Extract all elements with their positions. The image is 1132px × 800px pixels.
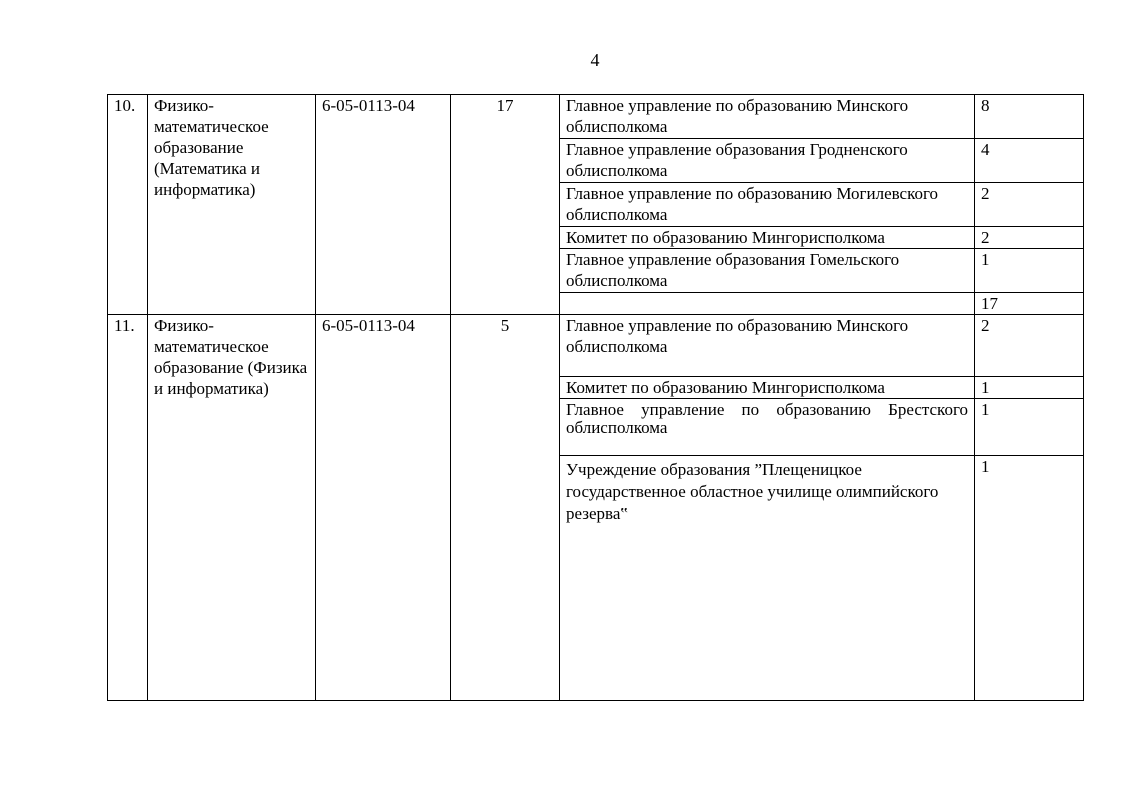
distribution-table <box>107 94 1084 701</box>
row-number: 10. <box>108 95 148 315</box>
specialty-count: 5 <box>451 315 560 701</box>
organization-quantity: 1 <box>975 377 1084 399</box>
table-row <box>108 315 1084 377</box>
organization-name: Учреждение образования ”Плещеницкое государственное областное училище олимпийского резерва‟ <box>560 456 975 701</box>
organization-quantity: 1 <box>975 399 1084 456</box>
organization-name: Главное управление по образованию Минского облисполкома <box>560 315 975 377</box>
specialty-name: Физико-математическое образование (Физика и информатика) <box>148 315 316 701</box>
organization-name: Комитет по образованию Мингорисполкома <box>560 227 975 249</box>
organization-name: Главное управление по образованию Брестского облисполкома <box>560 399 975 456</box>
organization-quantity: 2 <box>975 227 1084 249</box>
row-number: 11. <box>108 315 148 701</box>
organization-name: Главное управление по образованию Могилевского облисполкома <box>560 183 975 227</box>
total-label-cell <box>560 293 975 315</box>
organization-name: Главное управление по образованию Минского облисполкома <box>560 95 975 139</box>
specialty-count: 17 <box>451 95 560 315</box>
specialty-code: 6-05-0113-04 <box>316 315 451 701</box>
organization-quantity: 8 <box>975 95 1084 139</box>
table-row <box>108 95 1084 139</box>
organization-quantity: 1 <box>975 249 1084 293</box>
page-number: 4 <box>590 50 600 70</box>
organization-quantity: 2 <box>975 315 1084 377</box>
specialty-code: 6-05-0113-04 <box>316 95 451 315</box>
organization-name: Комитет по образованию Мингорисполкома <box>560 377 975 399</box>
organization-quantity: 1 <box>975 456 1084 701</box>
organization-quantity: 2 <box>975 183 1084 227</box>
total-quantity: 17 <box>975 293 1084 315</box>
organization-name: Главное управление образования Гродненского облисполкома <box>560 139 975 183</box>
organization-quantity: 4 <box>975 139 1084 183</box>
organization-name: Главное управление образования Гомельского облисполкома <box>560 249 975 293</box>
specialty-name: Физико-математическое образование (Математика и информатика) <box>148 95 316 315</box>
